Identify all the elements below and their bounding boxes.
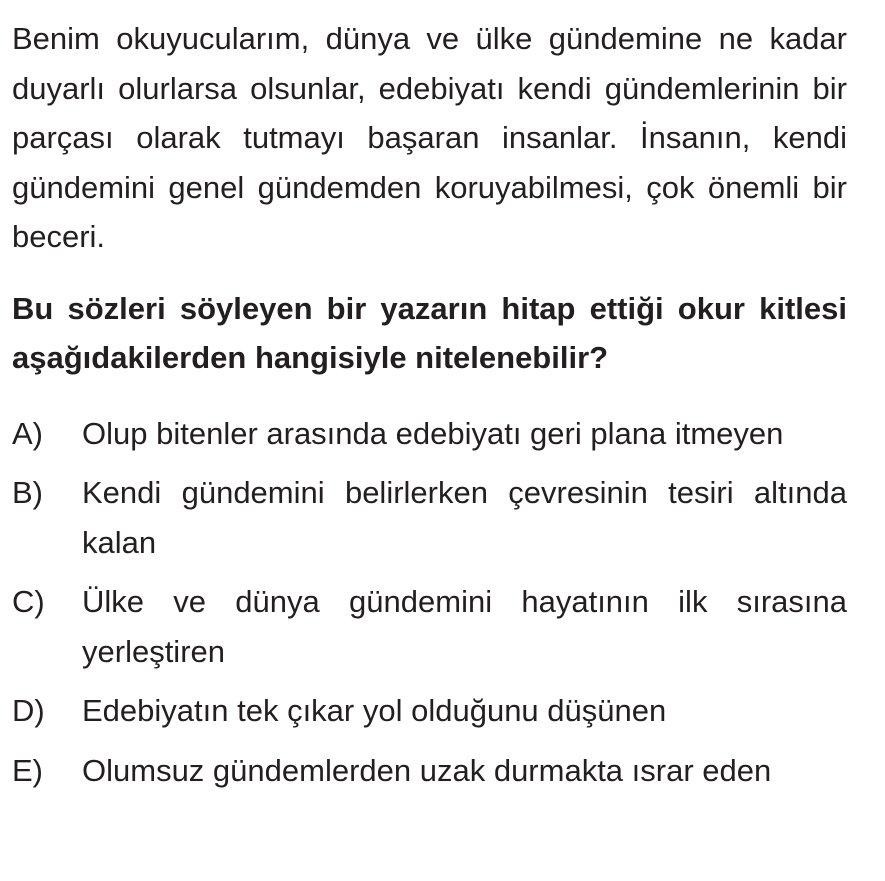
option-c[interactable]	[12, 577, 847, 676]
option-a[interactable]	[12, 409, 847, 459]
answer-options	[12, 409, 847, 796]
option-e[interactable]	[12, 746, 847, 796]
option-text: Kendi gündemini belirlerken çevresinin tesiri altında kalan	[82, 475, 847, 560]
option-text: Edebiyatın tek çıkar yol olduğunu düşünen	[82, 693, 667, 728]
question-stem: Bu sözleri söyleyen bir yazarın hitap ettiği okur kitlesi aşağıdakilerden hangisiyle nitelenebilir?	[12, 290, 847, 375]
option-text: Olup bitenler arasında edebiyatı geri plana itmeyen	[82, 415, 784, 451]
option-b[interactable]	[12, 468, 847, 567]
option-letter: C)	[12, 584, 45, 619]
question-block	[12, 14, 847, 805]
option-letter: D)	[12, 693, 45, 728]
option-letter: A)	[12, 415, 43, 451]
option-letter: E)	[12, 752, 43, 788]
option-d[interactable]	[12, 686, 847, 736]
option-letter: B)	[12, 475, 43, 510]
option-text: Olumsuz gündemlerden uzak durmakta ısrar eden	[82, 752, 772, 788]
passage-text: Benim okuyucularım, dünya ve ülke gündemine ne kadar duyarlı olurlarsa olsunlar, edebiyatı kendi gündemlerinin bir parçası olarak tutmayı başaran insanlar. İnsanın, kendi gündemini genel gündemden koruyabilmesi, çok önemli bir beceri.	[12, 21, 847, 254]
option-text: Ülke ve dünya gündemini hayatının ilk sırasına yerleştiren	[82, 584, 847, 669]
